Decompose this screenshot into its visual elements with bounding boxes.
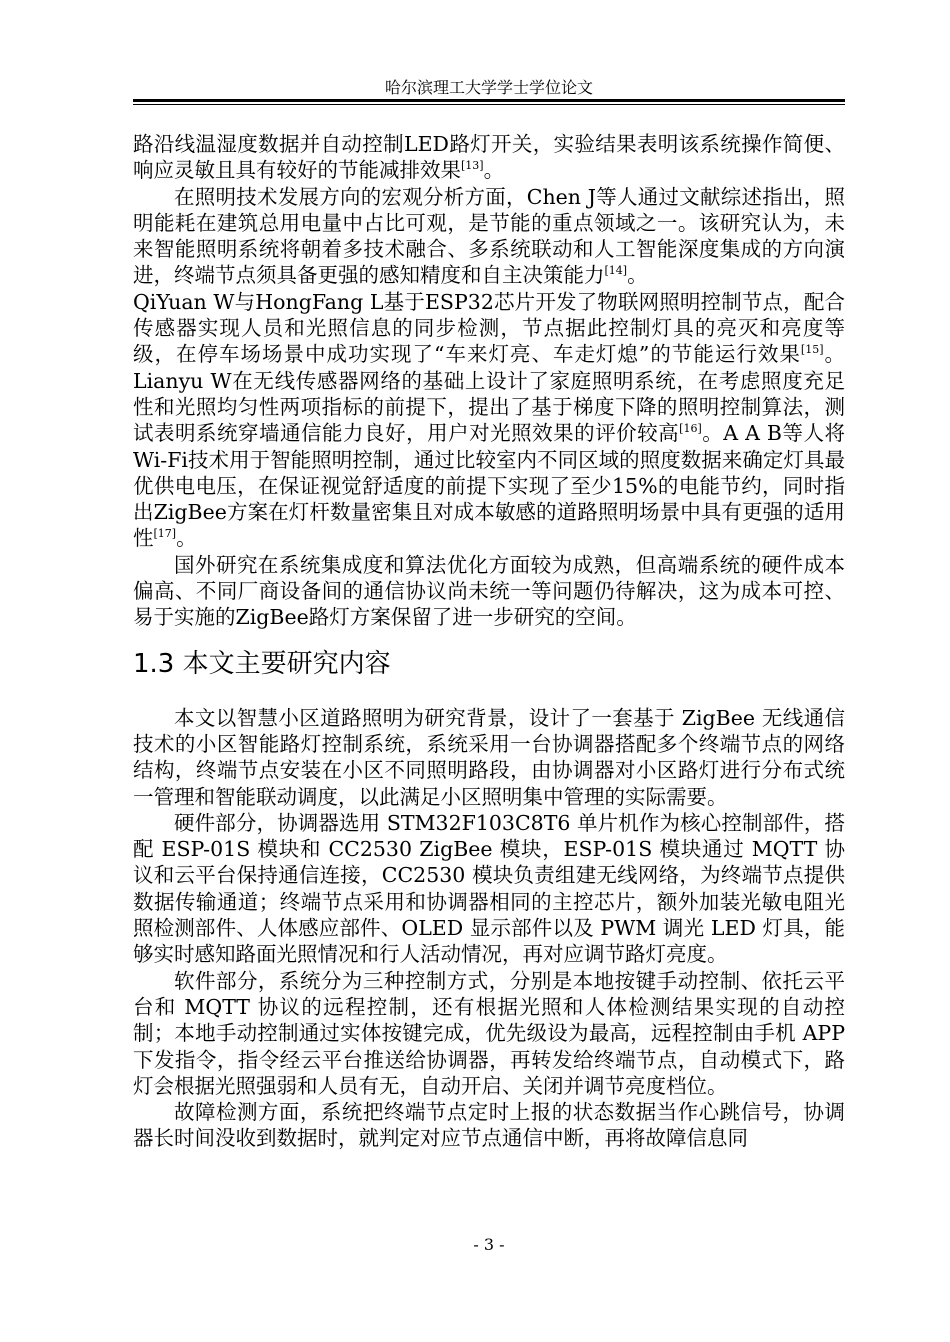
paragraph-5: 本文以智慧小区道路照明为研究背景，设计了一套基于 ZigBee 无线通信技术的小区智能路灯控制系统，系统采用一台协调器搭配多个终端节点的网络结构，终端节点安装在小区不同照明路段，由协调器对小区路灯进行分布式统一管理和智能联动调度，以此满足小区照明集中管理的实际需要。 (133, 705, 845, 809)
paragraph-8: 故障检测方面，系统把终端节点定时上报的状态数据当作心跳信号，协调器长时间没收到数据时，就判定对应节点通信中断，再将故障信息同 (133, 1100, 845, 1151)
paragraph-4: 国外研究在系统集成度和算法优化方面较为成熟，但高端系统的硬件成本偏高、不同厂商设备间的通信协议尚未统一等问题仍待解决，这为成本可控、易于实施的ZigBee路灯方案保留了进一步研究的空间。 (133, 552, 845, 630)
header-rule-thin (133, 104, 845, 105)
paragraph-2: 在照明技术发展方向的宏观分析方面，Chen J等人通过文献综述指出，照明能耗在建筑总用电量中占比可观，是节能的重点领域之一。该研究认为，未来智能照明系统将朝着多技术融合、多系统联动和人工智能深度集成的方向演进，终端节点须具备更强的感知精度和自主决策能力[14]。 (133, 184, 845, 288)
paragraph-3: QiYuan W与HongFang L基于ESP32芯片开发了物联网照明控制节点，配合传感器实现人员和光照信息的同步检测，节点据此控制灯具的亮灭和亮度等级，在停车场场景中成功实现了“车来灯亮、车走灯熄”的节能运行效果[15]。Lianyu W在无线传感器网络的基础上设计了家庭照明系统，在考虑照度充足性和光照均匀性两项指标的前提下，提出了基于梯度下降的照明控制算法，测试表明系统穿墙通信能力良好，用户对光照效果的评价较高[16]。A A B等人将Wi-Fi技术用于智能照明控制，通过比较室内不同区域的照度数据来确定灯具最优供电电压，在保证视觉舒适度的前提下实现了至少15%的电能节约，同时指出ZigBee方案在灯杆数量密集且对成本敏感的道路照明场景中具有更强的适用性[17]。 (133, 289, 845, 551)
header-rule-thick (133, 99, 845, 102)
paragraph-6: 硬件部分，协调器选用 STM32F103C8T6 单片机作为核心控制部件，搭配 ESP-01S 模块和 CC2530 ZigBee 模块，ESP-01S 模块通过 MQTT 协议和云平台保持通信连接，CC2530 模块负责组建无线网络，为终端节点提供数据传输通道；终端节点采用和协调器相同的主控芯片，额外加装光敏电阻光照检测部件、人体感应部件、OLED 显示部件以及 PWM 调光 LED 灯具，能够实时感知路面光照情况和行人活动情况，再对应调节路灯亮度。 (133, 810, 845, 967)
running-header: 哈尔滨理工大学学士学位论文 (384, 78, 593, 97)
paragraph-7: 软件部分，系统分为三种控制方式，分别是本地按键手动控制、依托云平台和 MQTT 协议的远程控制，还有根据光照和人体检测结果实现的自动控制；本地手动控制通过实体按键完成，优先级设为最高，远程控制由手机 APP 下发指令，指令经云平台推送给协调器，再转发给终端节点，自动模式下，路灯会根据光照强弱和人员有无，自动开启、关闭并调节亮度档位。 (133, 968, 845, 1098)
page-body (133, 131, 845, 1152)
paragraph-1: 路沿线温湿度数据并自动控制LED路灯开关，实验结果表明该系统操作简便、响应灵敏且具有较好的节能减排效果[13]。 (133, 132, 845, 183)
section-heading: 1.3 本文主要研究内容 (133, 648, 391, 679)
page-number: - 3 - (473, 1235, 505, 1254)
